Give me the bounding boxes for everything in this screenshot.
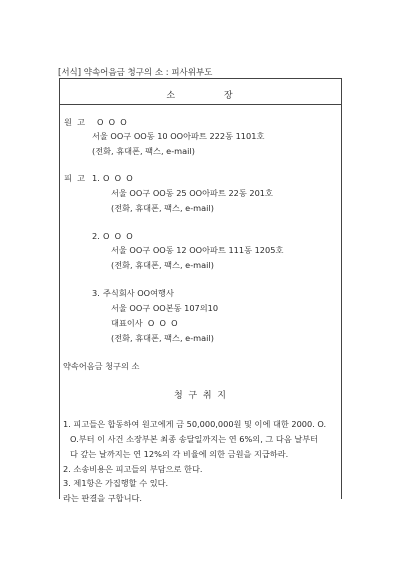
title-char-2: 장	[223, 91, 234, 101]
claim-line-6: 라는 판결을 구합니다.	[63, 493, 142, 503]
title-char-1: 소	[166, 91, 177, 101]
claim-line-4: 2. 소송비용은 피고들의 부담으로 한다.	[63, 464, 203, 474]
defendant-3-address: 서울 OO구 OO본동 107의10	[111, 303, 219, 313]
plaintiff-name: O O O	[97, 117, 127, 127]
plaintiff-address: 서울 OO구 OO동 10 OO아파트 222동 1101호	[92, 131, 265, 141]
document-title	[0, 88, 400, 101]
claim-line-2: O.부터 이 사건 소장부본 최종 송달일까지는 연 6%의, 그 다음 날부터	[70, 434, 319, 444]
defendant-3-name: 주식회사 OO여행사	[103, 288, 174, 298]
claim-line-3: 다 갚는 날까지는 연 12%의 각 비율에 의한 금원을 지급하라.	[70, 449, 289, 459]
defendant-2-contact: (전화, 휴대폰, 팩스, e-mail)	[111, 260, 214, 270]
defendant-1-name: O O O	[103, 173, 133, 183]
claim-section-title: 청 구 취 지	[174, 391, 226, 401]
claim-line-1: 1. 피고들은 합동하여 원고에게 금 50,000,000원 및 이에 대한 2000. O.	[63, 419, 327, 429]
document-header: [서식] 약속어음금 청구의 소 : 피사위부도	[58, 68, 213, 78]
defendant-3-contact: (전화, 휴대폰, 팩스, e-mail)	[111, 333, 214, 343]
defendant-1-contact: (전화, 휴대폰, 팩스, e-mail)	[111, 203, 214, 213]
defendant-1-num: 1.	[92, 173, 100, 183]
defendant-2-address: 서울 OO구 OO동 12 OO아파트 111동 1205호	[111, 245, 284, 255]
claim-line-5: 3. 제1항은 가집행할 수 있다.	[63, 478, 169, 488]
plaintiff-contact: (전화, 휴대폰, 팩스, e-mail)	[92, 146, 195, 156]
defendant-2-num: 2.	[92, 231, 100, 241]
defendant-3-representative: 대표이사 O O O	[111, 318, 178, 328]
case-name: 약속어음금 청구의 소	[63, 361, 140, 371]
title-divider	[59, 104, 341, 105]
defendant-1-address: 서울 OO구 OO동 25 OO아파트 22동 201호	[111, 188, 273, 198]
plaintiff-label: 원 고	[64, 117, 86, 127]
defendant-3-num: 3.	[92, 288, 100, 298]
defendant-2-name: O O O	[103, 231, 133, 241]
defendant-label: 피 고	[64, 173, 86, 183]
